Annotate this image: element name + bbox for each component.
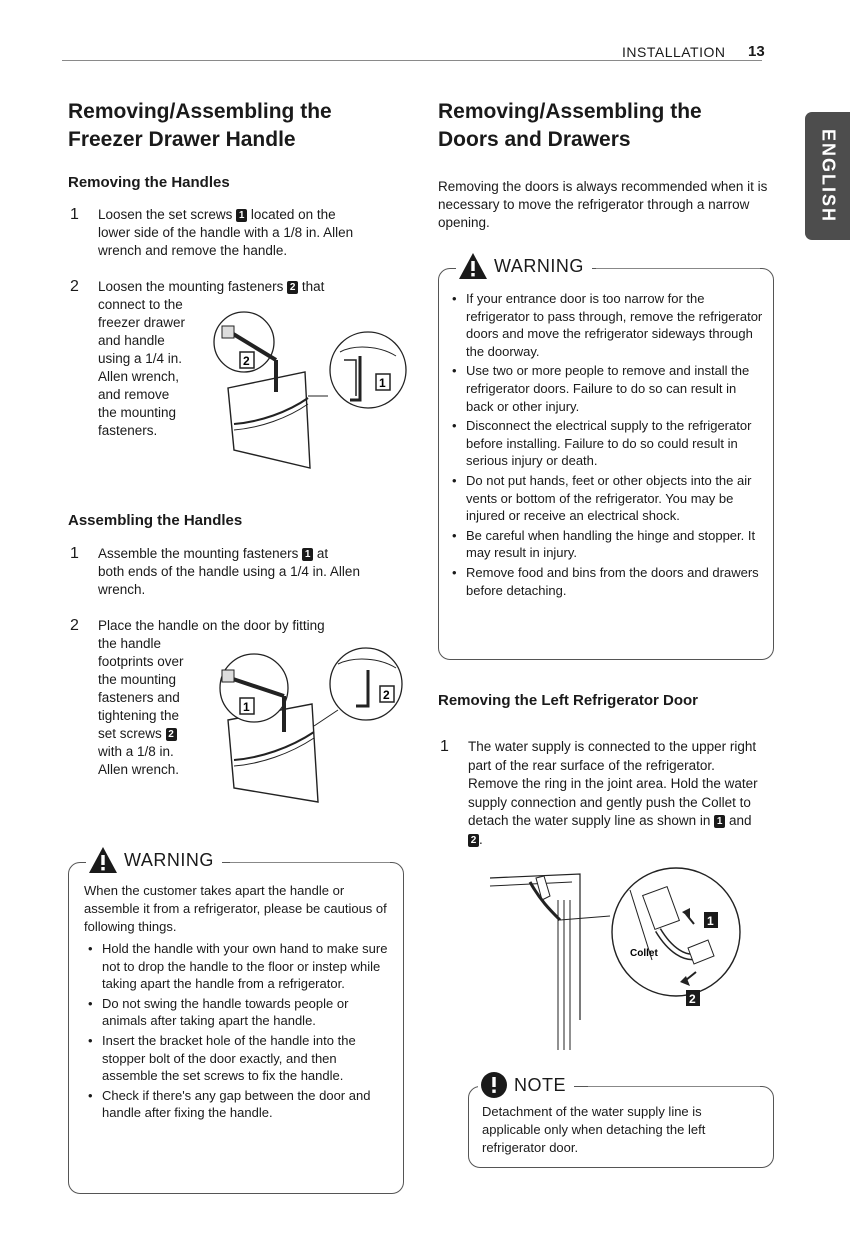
tag-2: 2 (166, 728, 177, 741)
right-title-line1: Removing/Assembling the (438, 100, 702, 123)
step-number: 2 (70, 278, 79, 295)
language-tab-label: ENGLISH (818, 128, 838, 224)
step-number: 2 (70, 617, 79, 634)
warning-item: • If your entrance door is too narrow for the refrigerator to pass through, remove the refrigerator doors and move the refrigerator sideways through the doorway. (452, 290, 764, 360)
figure-remove-handle (200, 300, 410, 475)
callout-tag-1 (240, 698, 254, 714)
step-text: the mounting (98, 672, 177, 687)
warning-item: • Check if there's any gap between the door and handle after fixing the handle. (88, 1087, 394, 1122)
warning-rule (596, 268, 760, 269)
tag-1: 1 (714, 815, 725, 828)
warning-intro: When the customer takes apart the handle or assemble it from a refrigerator, please be cautious of following things. (84, 883, 387, 934)
right-title-line2: Doors and Drawers (438, 128, 631, 151)
step-text: tightening the (98, 708, 180, 723)
step-text: Place the handle on the door by fitting (98, 618, 325, 633)
left-title-line1: Removing/Assembling the (68, 100, 332, 123)
warning-item: • Be careful when handling the hinge and stopper. It may result in injury. (452, 527, 764, 562)
tag-2: 2 (468, 834, 479, 847)
step-text: using a 1/4 in. (98, 351, 183, 366)
step-text: Assemble the mounting fasteners (98, 546, 299, 561)
step-text: Allen wrench. (98, 762, 180, 777)
step-text: footprints over (98, 654, 184, 669)
figure-water-supply (480, 860, 760, 1060)
svg-text:2: 2 (383, 688, 390, 702)
step-text: wrench and remove the handle. (98, 243, 288, 258)
step-text: located on the (250, 207, 336, 222)
step-text: and handle (98, 333, 165, 348)
step-text: . (479, 831, 483, 847)
left-title (68, 98, 408, 154)
step-text: Allen wrench, (98, 369, 180, 384)
note-text: Detachment of the water supply line is applicable only when detaching the left refrigerator door. (482, 1104, 706, 1155)
step-text: and remove (98, 387, 170, 402)
step-text: that (301, 279, 325, 294)
step-text: the handle (98, 636, 162, 651)
step-text: The water supply is connected to the upper right part of the rear surface of the refrigerator. Remove the ring in the joint area. Hold the water supply connection and gently push the Collet to detach the water supply line as shown in (468, 739, 758, 828)
step-number: 1 (70, 545, 79, 562)
svg-text:2: 2 (243, 354, 250, 368)
svg-text:1: 1 (243, 700, 250, 714)
doors-warning-content (452, 290, 764, 601)
step-text: and (728, 813, 752, 828)
step-text: set screws (98, 726, 162, 741)
step-text: freezer drawer (98, 315, 186, 330)
page-number: 13 (748, 43, 765, 60)
note-label: NOTE (514, 1074, 567, 1095)
figure-assemble-handle (200, 640, 410, 820)
step-number: 1 (70, 206, 79, 223)
tag-2: 2 (287, 281, 298, 294)
step-text: the mounting (98, 405, 177, 420)
svg-text:1: 1 (379, 376, 386, 390)
warning-label: WARNING (124, 849, 214, 870)
removing-handles-heading: Removing the Handles (68, 174, 230, 191)
warning-item: • Remove food and bins from the doors and drawers before detaching. (452, 564, 764, 599)
warning-item: • Do not swing the handle towards people or animals after taking apart the handle. (88, 995, 394, 1030)
section-title: INSTALLATION (622, 44, 726, 60)
callout-tag-1 (704, 912, 718, 928)
tag-1: 1 (236, 209, 247, 222)
warning-triangle-icon (88, 846, 118, 874)
callout-tag-2 (380, 686, 394, 702)
step-text: at (316, 546, 329, 561)
note-rule (588, 1086, 760, 1087)
right-title (438, 98, 778, 154)
left-door-heading: Removing the Left Refrigerator Door (438, 692, 699, 709)
language-tab[interactable] (805, 112, 850, 240)
step-text: Loosen the mounting fasteners (98, 279, 284, 294)
handle-warning-header (86, 846, 222, 874)
step-text: lower side of the handle with a 1/8 in. Allen (98, 225, 354, 240)
tag-1: 1 (302, 548, 313, 561)
step-text: fasteners and (98, 690, 180, 705)
doors-intro: Removing the doors is always recommended when it is necessary to move the refrigerator through a narrow opening. (438, 179, 768, 230)
callout-tag-1 (376, 374, 390, 390)
step-text: connect to the (98, 297, 183, 312)
left-title-line2: Freezer Drawer Handle (68, 128, 296, 151)
callout-tag-2 (686, 990, 700, 1006)
step-text: fasteners. (98, 423, 158, 438)
doors-warning-header (456, 252, 592, 280)
step-text: both ends of the handle using a 1/4 in. Allen (98, 564, 360, 579)
warning-item: • Do not put hands, feet or other objects into the air vents or bottom of the refrigerator. You may be injured or receive an electrical shock. (452, 472, 764, 525)
step-text: wrench. (98, 582, 146, 597)
callout-tag-2 (240, 352, 254, 368)
step-text: with a 1/8 in. (98, 744, 174, 759)
collet-label: Collet (630, 948, 658, 959)
warning-item: • Use two or more people to remove and install the refrigerator doors. Failure to do so can result in back or other injury. (452, 362, 764, 415)
step-text: Loosen the set screws (98, 207, 233, 222)
warning-rule (230, 862, 390, 863)
note-info-icon (480, 1071, 508, 1099)
assembling-handles-heading: Assembling the Handles (68, 512, 243, 529)
warning-triangle-icon (458, 252, 488, 280)
warning-item: • Insert the bracket hole of the handle into the stopper bolt of the door exactly, and then assemble the set screws to fix the handle. (88, 1032, 394, 1085)
warning-item: • Disconnect the electrical supply to the refrigerator before installing. Failure to do so could result in serious injury or death. (452, 417, 764, 470)
note-header (478, 1071, 574, 1099)
header-divider (62, 60, 762, 61)
warning-item: • Hold the handle with your own hand to make sure not to drop the handle to the floor or instep while taking apart the handle from a refrigerator. (88, 940, 394, 993)
svg-text:1: 1 (707, 914, 714, 928)
svg-text:2: 2 (689, 992, 696, 1006)
handle-warning-content (84, 882, 394, 1124)
step-number: 1 (440, 738, 449, 755)
warning-label: WARNING (494, 255, 584, 276)
